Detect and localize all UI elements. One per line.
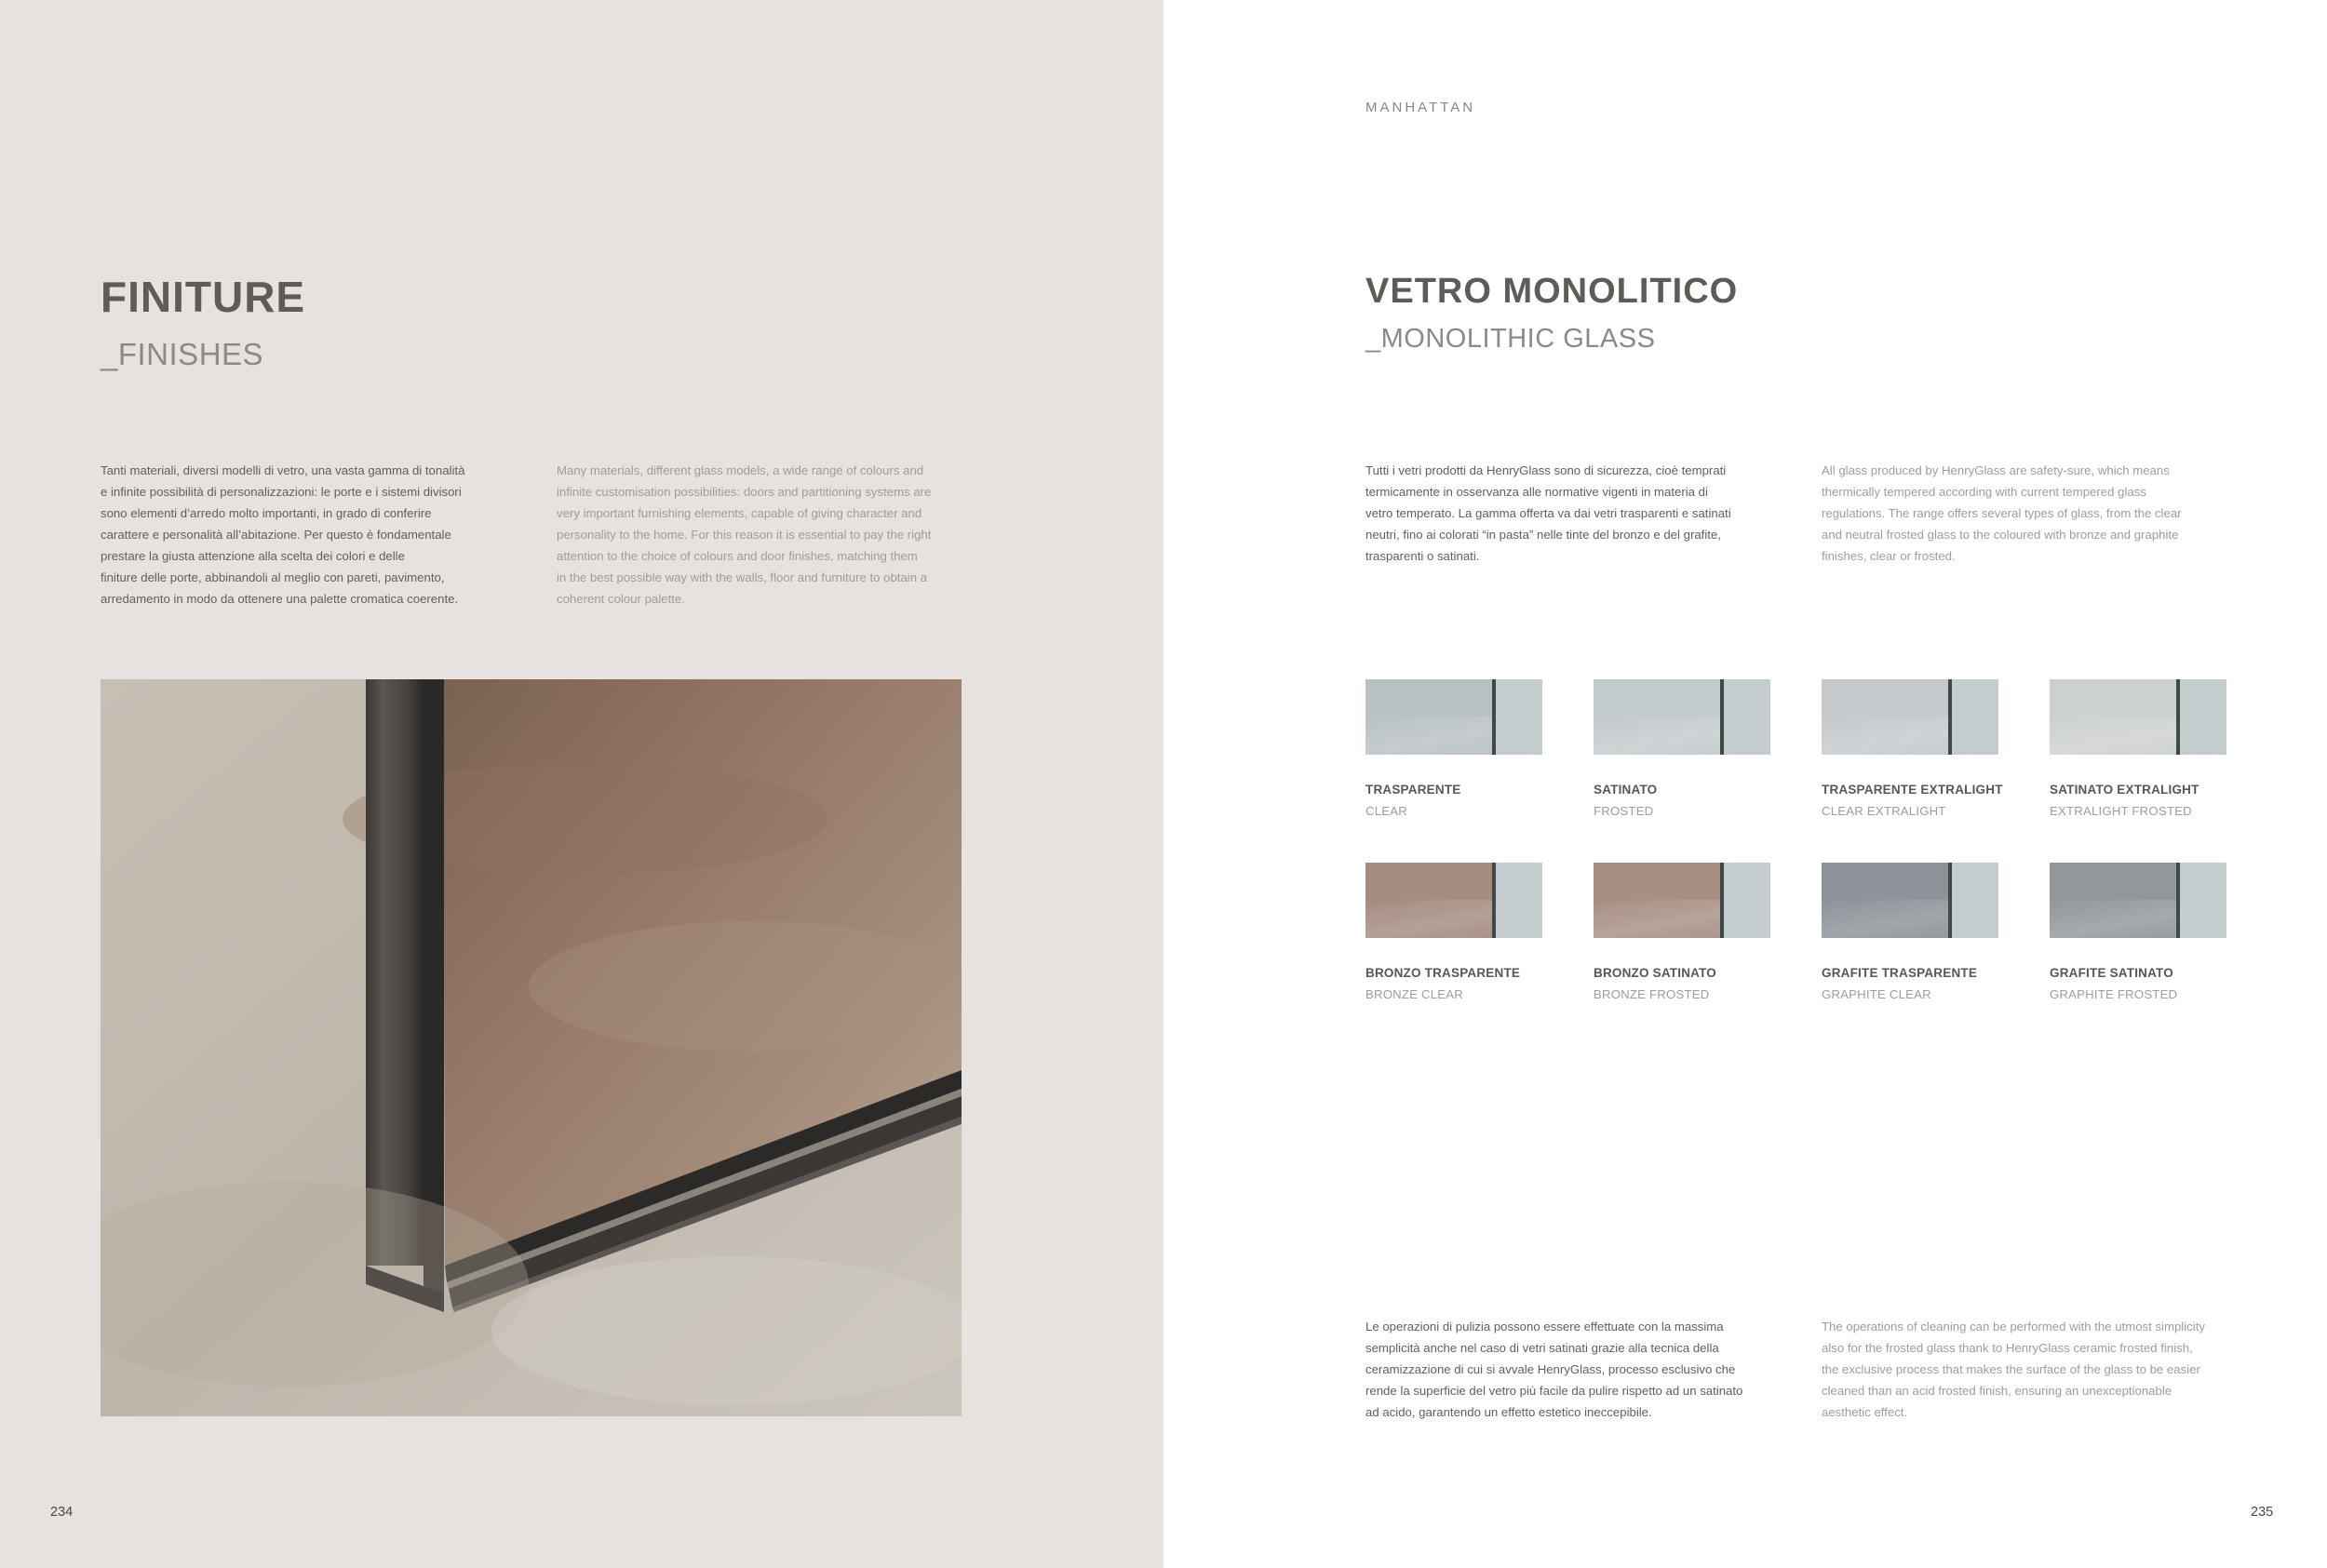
running-head: MANHATTAN [1365, 100, 1476, 115]
cleaning-italian: Le operazioni di pulizia possono essere effettuate con la massima semplicità anche nel caso di vetri satinati grazie alla tecnica della ceramizzazione di cui si avvale HenryGlass, processo esclusivo che rende la superficie del vetro più facile da pulire rispetto ad un satinato ad acido, garantendo un effetto estetico ineccepibile. [1365, 1320, 1743, 1419]
swatch-name: BRONZO SATINATO [1594, 966, 1716, 980]
swatch-name: SATINATO EXTRALIGHT [2050, 783, 2199, 797]
swatch-satinato-extralight [2050, 679, 2226, 755]
swatch-satinato [1594, 679, 1770, 755]
swatch-subname: GRAPHITE FROSTED [2050, 987, 2178, 1001]
swatch-bronzo-satinato [1594, 863, 1770, 938]
intro-english: Many materials, different glass models, a wide range of colours and infinite customisation possibilities: doors and partitioning systems are very important furnishing elements, capable of giving character and personality to the home. For this reason it is essential to pay the right attention to the choice of colours and door finishes, matching them in the best possible way with the walls, floor and furniture to obtain a coherent colour palette. [557, 463, 932, 606]
swatch-subname: BRONZE FROSTED [1594, 987, 1710, 1001]
page-number-right: 235 [2251, 1505, 2274, 1520]
glass-intro-english: All glass produced by HenryGlass are safety-sure, which means thermically tempered according with current tempered glass regulations. The range offers several types of glass, from the clear and neutral frosted glass to the coloured with bronze and graphite finishes, clear or frosted. [1822, 463, 2182, 563]
swatch-subname: CLEAR EXTRALIGHT [1822, 804, 1946, 818]
swatch-name: GRAFITE TRASPARENTE [1822, 966, 1978, 980]
swatch-subname: BRONZE CLEAR [1365, 987, 1463, 1001]
swatch-grafite-trasparente [1822, 863, 1998, 938]
swatch-bronzo-trasparente [1365, 863, 1542, 938]
section-title: VETRO MONOLITICO [1365, 272, 1739, 311]
swatch-name: TRASPARENTE EXTRALIGHT [1822, 783, 2003, 797]
swatch-name: SATINATO [1594, 783, 1658, 797]
swatch-grafite-satinato [2050, 863, 2226, 938]
cleaning-english: The operations of cleaning can be performed with the utmost simplicity also for the frosted glass thank to HenryGlass ceramic frosted finish, the exclusive process that makes the surface of the glass to be easier cleaned than an acid frosted finish, ensuring an unexceptionable aesthetic effect. [1822, 1320, 2205, 1419]
swatch-subname: FROSTED [1594, 804, 1654, 818]
section-subtitle: _MONOLITHIC GLASS [1365, 324, 1656, 354]
swatch-trasparente-extralight [1822, 679, 1998, 755]
page-number-left: 234 [50, 1505, 74, 1520]
swatch-subname: EXTRALIGHT FROSTED [2050, 804, 2192, 818]
door-frame-photo [101, 679, 962, 1416]
page-title: FINITURE [101, 273, 306, 321]
glass-intro-italian: Tutti i vetri prodotti da HenryGlass sono di sicurezza, cioè temprati termicamente in osservanza alle normative vigenti in materia di vetro temperato. La gamma offerta va dai vetri trasparenti e satinati neutri, fino ai colorati “in pasta” nelle tinte del bronzo e del grafite, trasparenti o satinati. [1365, 463, 1731, 563]
swatch-trasparente [1365, 679, 1542, 755]
swatch-subname: CLEAR [1365, 804, 1407, 818]
swatch-name: GRAFITE SATINATO [2050, 966, 2173, 980]
page-subtitle: _FINISHES [101, 337, 264, 371]
swatch-subname: GRAPHITE CLEAR [1822, 987, 1931, 1001]
swatch-name: TRASPARENTE [1365, 783, 1461, 797]
intro-italian: Tanti materiali, diversi modelli di vetro, una vasta gamma di tonalità e infinite possibilità di personalizzazioni: le porte e i sistemi divisori sono elementi d’arredo molto importanti, in grado di conferire carattere e personalità all’abitazione. Per questo è fondamentale prestare la giusta attenzione alla scelta dei colori e delle finiture delle porte, abbinandoli al meglio con pareti, pavimento, arredamento in modo da ottenere una palette cromatica coerente. [101, 463, 465, 606]
swatch-name: BRONZO TRASPARENTE [1365, 966, 1521, 980]
